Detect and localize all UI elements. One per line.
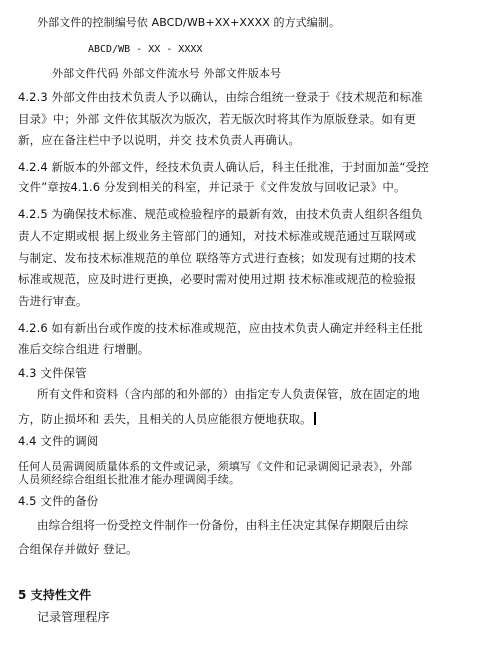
section-4-4-line: 人员须经综合组组长批准才能办理调阅手续。 [18, 473, 240, 486]
section-4-2-3-line: 4.2.3 外部文件由技术负责人予以确认，由综合组统一登录于《技术规范和标准 [18, 90, 423, 104]
section-4-5-line: 合组保存并做好 登记。 [18, 542, 138, 556]
coding-format-text: ABCD/WB - XX - XXXX [88, 44, 203, 55]
section-4-2-3-line: 目录》中；外部 文件依其版次为版次，若无版次时将其作为原版登录。如有更 [18, 112, 417, 126]
section-4-2-5-line: 告进行审查。 [18, 294, 88, 308]
section-4-4-line: 任何人员需调阅质量体系的文件或记录，须填写《文件和记录调阅记录表》，外部 [18, 460, 413, 473]
section-4-2-5-line: 责人不定期或根 据上级业务主管部门的通知，对技术标准或规范通过互联网或 [18, 229, 417, 243]
section-4-5-line: 由综合组将一份受控文件制作一份备份，由科主任决定其保存期限后由综 [37, 518, 409, 532]
section-4-3-title: 4.3 文件保管 [18, 366, 87, 380]
section-4-2-4-line: 4.2.4 新版本的外部文件，经技术负责人确认后，科主任批准，于封面加盖“受控 [18, 160, 429, 174]
section-4-3-line: 所有文件和资料（含内部的和外部的）由指定专人负责保管，放在固定的地 [37, 387, 420, 401]
section-5-title: 5 支持性文件 [18, 588, 92, 602]
section-4-3-line-wrap [18, 412, 316, 426]
section-4-4-title: 4.4 文件的调阅 [18, 434, 99, 448]
section-4-2-4-line: 文件”章按4.1.6 分发到相关的科室，并记录于《文件发放与回收记录》中。 [18, 180, 406, 194]
section-5-item: 记录管理程序 [37, 610, 110, 624]
coding-intro-text: 外部文件的控制编号依 ABCD/WB+XX+XXXX 的方式编制。 [37, 16, 341, 29]
section-4-2-5-line: 4.2.5 为确保技术标准、规范或检验程序的最新有效，由技术负责人组织各组负 [18, 207, 423, 221]
section-4-2-5-line: 与制定、发布技术标准规范的单位 联络等方式进行查核；如发现有过期的技术 [18, 251, 417, 265]
section-4-2-6-line: 准后交综合组进 行增删。 [18, 342, 150, 356]
text-cursor [314, 412, 316, 425]
section-4-2-6-line: 4.2.6 如有新出台或作废的技术标准或规范，应由技术负责人确定并经科主任批 [18, 321, 423, 335]
section-4-3-line: 方，防止损坏和 丢失，且相关的人员应能很方便地获取。 [18, 412, 312, 426]
section-4-2-5-line: 标准或规范，应及时进行更换，必要时需对使用过期 技术标准或规范的检验报 [18, 272, 417, 286]
section-4-5-title: 4.5 文件的备份 [18, 494, 99, 508]
coding-legend-text: 外部文件代码 外部文件流水号 外部文件版本号 [52, 67, 282, 80]
section-4-2-3-line: 新，应在备注栏中予以说明，并交 技术负责人再确认。 [18, 133, 301, 147]
